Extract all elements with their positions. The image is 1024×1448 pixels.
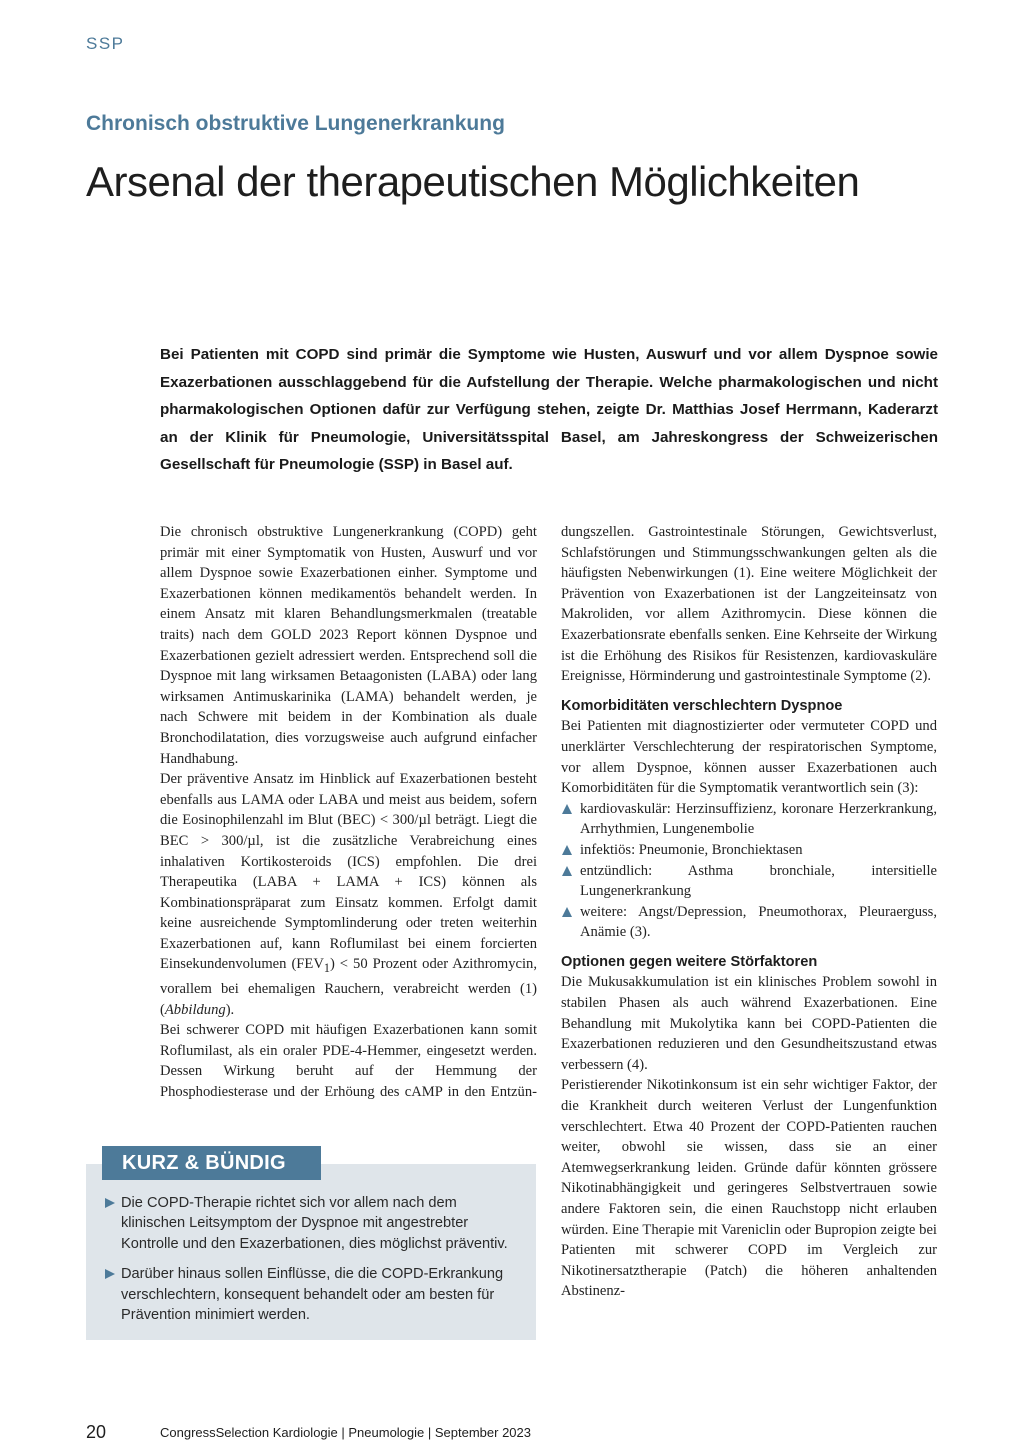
list-item: kardiovaskulär: Herzinsuffizienz, koronare Herzerkrankung, Arrhythmien, Lungenembolie: [561, 799, 937, 840]
triangle-bullet-icon: [562, 907, 572, 917]
body-paragraph: Bei Patienten mit diagnostizierter oder vermuteter COPD und unerklärter Verschlechterung der respiratorischen Symptome, vor allem Dyspnoe, können ausser Exazerbationen auch Komorbiditäten für die Symptomatik verantwortlich sein (3):: [561, 718, 937, 797]
section-heading: Komorbiditäten verschlechtern Dyspnoe: [561, 697, 843, 714]
list-item: weitere: Angst/Depression, Pneumothorax, Pleuraerguss, Anämie (3).: [561, 902, 937, 943]
subscript: 1: [323, 961, 330, 976]
page-title: Arsenal der therapeutischen Möglichkeiten: [86, 158, 860, 205]
section-tag: SSP: [86, 34, 125, 53]
list-item: entzündlich: Asthma bronchiale, intersitielle Lungenerkrankung: [561, 861, 937, 902]
page-number: 20: [86, 1422, 107, 1442]
section-heading: Optionen gegen weitere Störfaktoren: [561, 953, 818, 970]
arrow-bullet-icon: [105, 1269, 115, 1279]
body-paragraph: Die Mukusakkumulation ist ein klinisches Problem sowohl in stabilen Phasen als auch während Exazerbationen. Eine Behandlung mit Mukolytika kann bei COPD-Patienten die Exazerbationen reduzieren und den Gesundheitszustand etwas verbessern (4).: [561, 974, 937, 1073]
comorbidity-list: [561, 799, 937, 943]
triangle-bullet-icon: [562, 845, 572, 855]
body-paragraph: Peristierender Nikotinkonsum ist ein sehr wichtiger Faktor, der die Krankheit durch weiteren Verlust der Lungenfunktion verschlechtert. Etwa 40 Prozent der COPD-Patienten rauchen weiter, obwohl sie wissen, dass sie an einer Atemwegserkrankung leiden. Gründe dafür könnten grössere Nikotinabhängigkeit und geringeres Selbstvertrauen sowie andere Faktoren sein, die einen Rauchstopp nicht erlauben würden. Eine Therapie mit Vareniclin oder Bupropion zeigte bei Patienten mit schwerer COPD im Vergleich zur Nikotinersatztherapie (Patch) die höheren anhaltenden Abstinenz-: [561, 1077, 937, 1300]
footer-publication: CongressSelection Kardiologie | Pneumologie | September 2023: [160, 1425, 531, 1440]
body-paragraph: Die chronisch obstruktive Lungenerkrankung (COPD) geht primär mit einer Symptomatik von Husten, Auswurf und vor allem Dyspnoe sowie Exazerbationen einher. Symptome und Exazerbationen können medikamentös behandelt werden. In einem Ansatz mit klaren Behandlungsmerkmalen (treatable traits) nach dem GOLD 2023 Report können Dyspnoe und Exazerbationen gezielt adressiert werden. Entsprechend soll die Dyspnoe mit lang wirksamen Betaagonisten (LABA) oder lang wirksamen Antimuskarinika (LAMA) behandelt werden, je nach Schwere mit beidem in der Kombination als duale Bronchodilatation, dies vorzugsweise auch aufgrund einfacher Handhabung.: [160, 524, 537, 767]
lead-paragraph: Bei Patienten mit COPD sind primär die Symptome wie Husten, Auswurf und vor allem Dyspnoe sowie Exazerbationen ausschlaggebend für die Aufstellung der Therapie. Welche pharmakologischen und nicht pharmakologischen Optionen dafür zur Verfügung stehen, zeigte Dr. Matthias Josef Herrmann, Kaderarzt an der Klinik für Pneumologie, Universitätsspital Basel, am Jahreskongress der Schweizerischen Gesellschaft für Pneumologie (SSP) in Basel auf.: [160, 346, 938, 473]
summary-box-title: KURZ & BÜNDIG: [102, 1146, 321, 1180]
list-item: infektiös: Pneumonie, Bronchiektasen: [561, 840, 937, 861]
summary-list: [104, 1193, 524, 1335]
article-kicker: Chronisch obstruktive Lungenerkrankung: [86, 112, 505, 135]
triangle-bullet-icon: [562, 866, 572, 876]
triangle-bullet-icon: [562, 804, 572, 814]
summary-item: Darüber hinaus sollen Einflüsse, die die COPD-Erkrankung verschlechtern, konsequent behandelt oder am besten für Prävention minimiert werden.: [104, 1264, 524, 1325]
right-column: [561, 522, 937, 1302]
summary-item: Die COPD-Therapie richtet sich vor allem nach dem klinischen Leitsymptom der Dyspnoe mit angestrebter Kontrolle und den Exazerbationen, dies möglichst präventiv.: [104, 1193, 524, 1254]
figure-reference: Abbildung: [164, 1001, 226, 1018]
body-paragraph: dungszellen. Gastrointestinale Störungen, Gewichtsverlust, Schlafstörungen und Stimmungsschwankungen gelten als die häufigsten Nebenwirkungen (1). Eine weitere Möglichkeit der Prävention von Exazerbationen ist der Langzeiteinsatz von Makroliden, vor allem Azithromycin. Diese können die Exazerbationsrate ebenfalls senken. Eine Kehrseite der Wirkung ist die Erhöhung des Risikos für Resistenzen, kardiovaskuläre Ereignisse, Hörminderung und gastrointestinale Symptome (2).: [561, 524, 937, 685]
body-paragraph: Der präventive Ansatz im Hinblick auf Exazerbationen besteht ebenfalls aus LAMA oder LABA und meist aus beidem, sofern die Eosinophilenzahl im Blut (BEC) < 300/µl beträgt. Liegt die BEC > 300/µl, ist die zusätzliche Verabreichung eines inhalativen Kortikosteroids (ICS) empfohlen. Die drei Therapeutika (LABA + LAMA + ICS) können als Kombinationspräparat zum Einsatz kommen. Erfolgt damit keine ausreichende Symptomlinderung oder treten weiterhin Exazerbationen auf, kann Roflumilast bei einem forcierten Einsekundenvolumen $(FEV_1) < 50$ Prozent oder Azithromycin, vorallem bei ehemaligen Rauchern, verabreicht werden (1) (Abbildung).: [160, 771, 537, 1018]
body-paragraph: Bei schwerer COPD mit häufigen Exazerbationen kann somit Roflumilast, als ein oraler PDE-4-Hemmer, eingesetzt werden. Dessen Wirkung beruht auf der Hemmung der Phosphodiesterase und der Erhöung des cAMP in den Entzün-: [160, 1022, 537, 1100]
arrow-bullet-icon: [105, 1198, 115, 1208]
left-column: [160, 522, 537, 1103]
